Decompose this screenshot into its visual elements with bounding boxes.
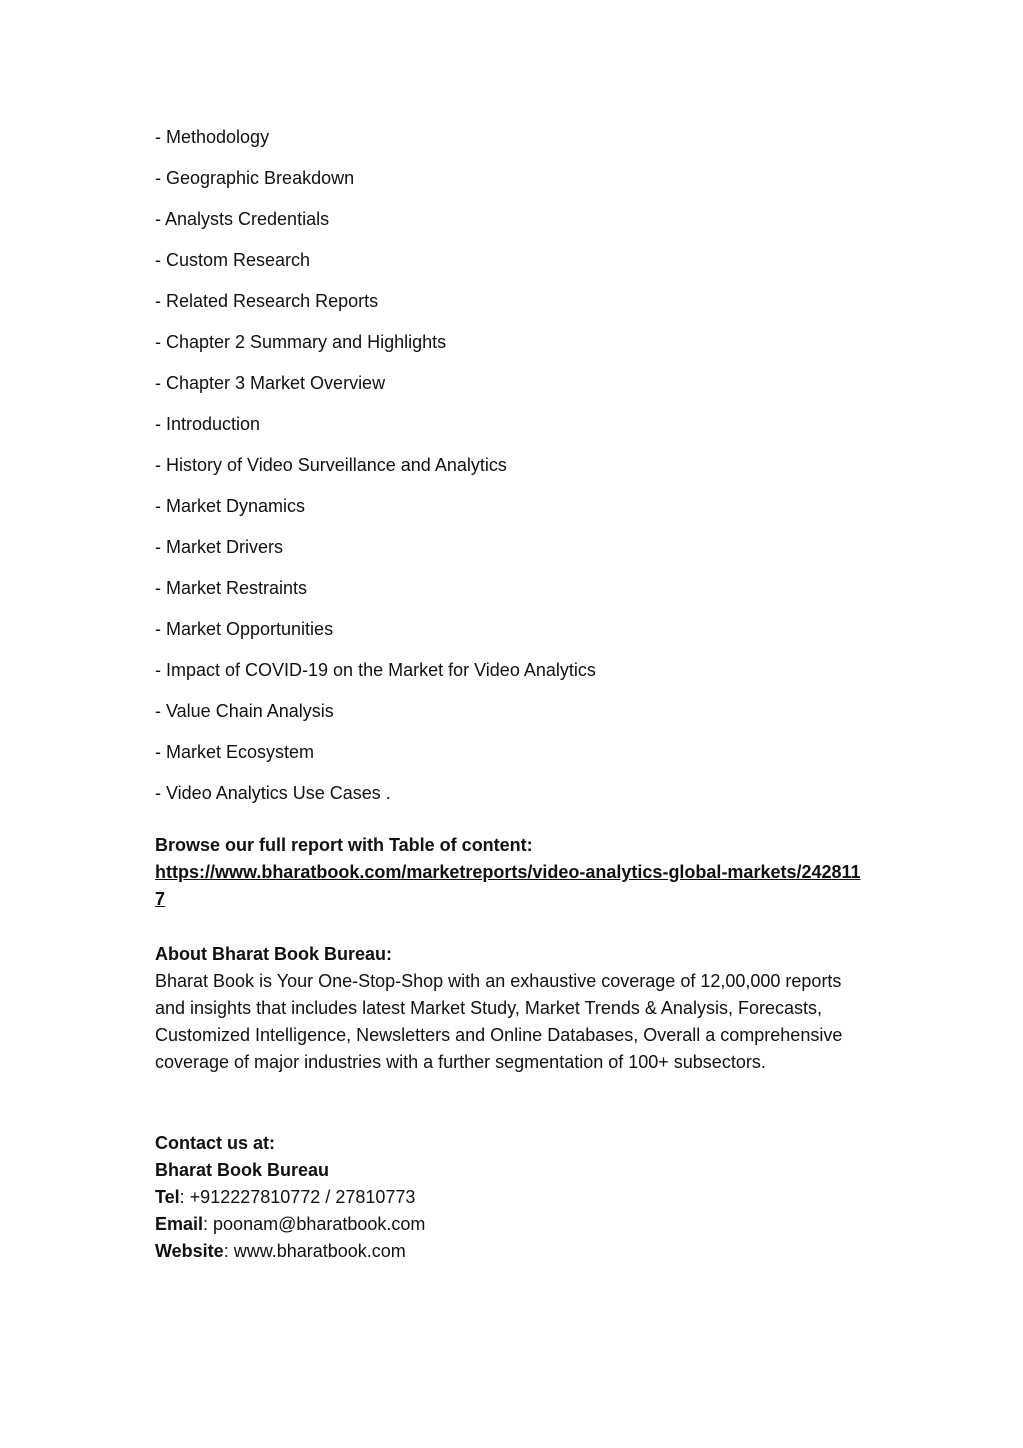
email-line	[155, 1211, 875, 1238]
website-value: : www.bharatbook.com	[223, 1241, 406, 1261]
list-item: - Introduction	[155, 414, 261, 434]
list-item: - Market Opportunities	[155, 619, 334, 639]
about-section	[155, 941, 875, 1076]
list-item: - Analysts Credentials	[155, 209, 330, 229]
list-item: - Related Research Reports	[155, 291, 379, 311]
list-item: - Video Analytics Use Cases .	[155, 783, 391, 803]
list-item: - Market Restraints	[155, 578, 308, 598]
list-item: - Impact of COVID-19 on the Market for Video Analytics	[155, 660, 596, 680]
email-label: Email	[155, 1214, 204, 1234]
website-line	[155, 1238, 875, 1265]
list-item: - History of Video Surveillance and Analytics	[155, 455, 507, 475]
tel-label: Tel	[155, 1187, 180, 1207]
list-item: - Custom Research	[155, 250, 311, 270]
email-value: : poonam@bharatbook.com	[203, 1214, 426, 1234]
list-item: - Market Ecosystem	[155, 742, 315, 762]
list-item: - Market Dynamics	[155, 496, 306, 516]
browse-heading: Browse our full report with Table of content:	[155, 835, 533, 855]
tel-value: : +912227810772 / 27810773	[179, 1187, 416, 1207]
list-item: - Geographic Breakdown	[155, 168, 355, 188]
list-item: - Value Chain Analysis	[155, 701, 334, 721]
browse-section	[155, 832, 875, 913]
company-name: Bharat Book Bureau	[155, 1160, 330, 1180]
about-body: Bharat Book is Your One-Stop-Shop with an exhaustive coverage of 12,00,000 reports and insights that includes latest Market Study, Market Trends & Analysis, Forecasts, Customized Intelligence, Newsletters and Online Databases, Overall a comprehensive coverage of major industries with a further segmentation of 100+ subsectors.	[155, 971, 843, 1072]
list-item: - Market Drivers	[155, 537, 284, 557]
tel-line	[155, 1184, 875, 1211]
list-item: - Methodology	[155, 127, 270, 147]
contact-heading: Contact us at:	[155, 1133, 276, 1153]
list-item: - Chapter 2 Summary and Highlights	[155, 332, 447, 352]
about-heading: About Bharat Book Bureau:	[155, 944, 393, 964]
report-link[interactable]: https://www.bharatbook.com/marketreports/video-analytics-global-markets/2428117	[155, 862, 861, 909]
contact-section	[155, 1130, 875, 1265]
website-label: Website	[155, 1241, 224, 1261]
table-of-contents-list	[155, 124, 596, 821]
list-item: - Chapter 3 Market Overview	[155, 373, 386, 393]
